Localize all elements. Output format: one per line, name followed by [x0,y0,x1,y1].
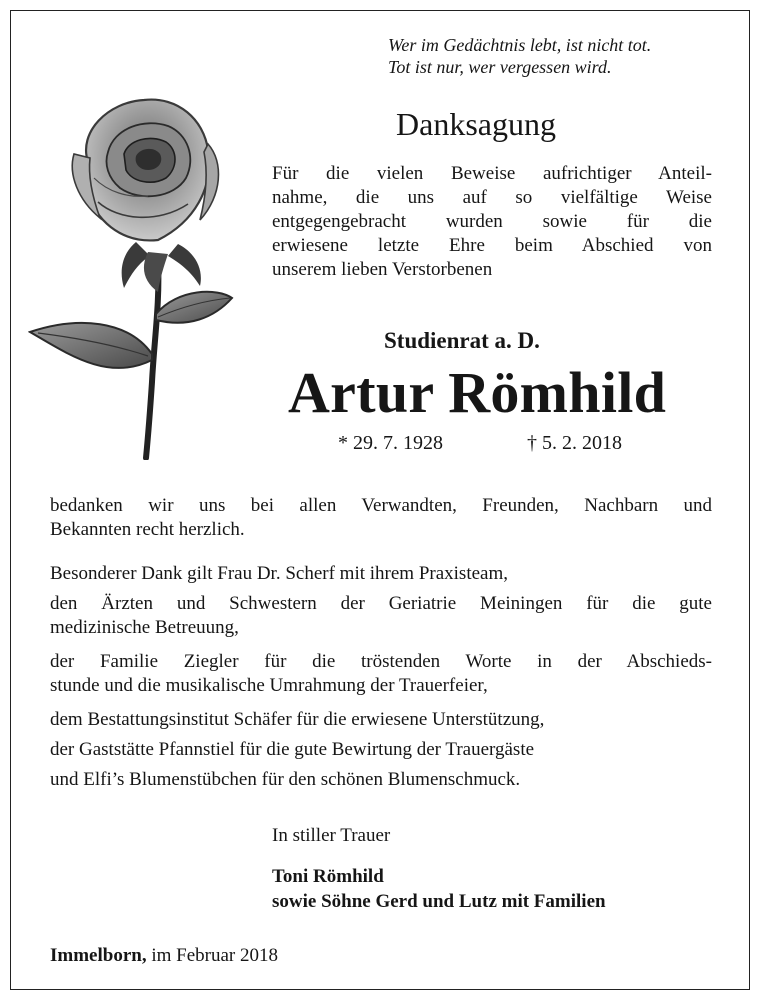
thanks-paragraph-6 [50,738,712,762]
thanks-line: Bekannten recht herzlich. [50,519,245,540]
death-date: † 5. 2. 2018 [527,432,622,454]
thanks-line: Besonderer Dank gilt Frau Dr. Scherf mit ihrem Praxisteam, [50,563,509,584]
thanks-line: und Elfi’s Blumenstübchen für den schönen Blumenschmuck. [50,769,521,790]
thanks-line: der Familie Ziegler für die tröstenden Worte in der Abschieds- [50,651,712,672]
thanks-paragraph-1 [50,494,712,542]
thanks-paragraph-3 [50,592,712,640]
thanks-paragraph-7 [50,768,712,792]
heading-danksagung: Danksagung [396,106,556,142]
deceased-name: Artur Römhild [288,360,667,425]
thanks-paragraph-4 [50,650,712,698]
intro-line: Für die vielen Beweise aufrichtiger Anteil- [272,163,712,184]
place-and-date [50,944,278,968]
motto-line-1: Wer im Gedächtnis lebt, ist nicht tot. [388,35,652,55]
intro-paragraph [272,162,712,282]
deceased-title: Studienrat a. D. [384,328,540,353]
thanks-paragraph-2 [50,562,712,586]
thanks-line: bedanken wir uns bei allen Verwandten, Freunden, Nachbarn und [50,495,712,516]
intro-line: erwiesene letzte Ehre beim Abschied von [272,235,712,256]
rose-illustration [28,92,260,460]
signature-block [272,864,606,914]
motto-quote [388,34,651,78]
birth-date: * 29. 7. 1928 [338,432,443,454]
place-date: im Februar 2018 [146,945,278,966]
signature-line-1: Toni Römhild [272,866,384,887]
intro-line: unserem lieben Verstorbenen [272,259,493,280]
thanks-line: medizinische Betreuung, [50,617,239,638]
thanks-line: dem Bestattungsinstitut Schäfer für die erwiesene Unterstützung, [50,709,545,730]
motto-line-2: Tot ist nur, wer vergessen wird. [388,57,612,77]
thanks-line: stunde und die musikalische Umrahmung der Trauerfeier, [50,675,488,696]
signature-line-2: sowie Söhne Gerd und Lutz mit Familien [272,891,606,912]
thanks-line: der Gaststätte Pfannstiel für die gute Bewirtung der Trauergäste [50,739,535,760]
intro-line: entgegengebracht wurden sowie für die [272,211,712,232]
place-town: Immelborn, [50,945,147,966]
thanks-line: den Ärzten und Schwestern der Geriatrie Meiningen für die gute [50,593,712,614]
thanks-paragraph-5 [50,708,712,732]
mourning-phrase: In stiller Trauer [272,825,391,846]
intro-line: nahme, die uns auf so vielfältige Weise [272,187,712,208]
